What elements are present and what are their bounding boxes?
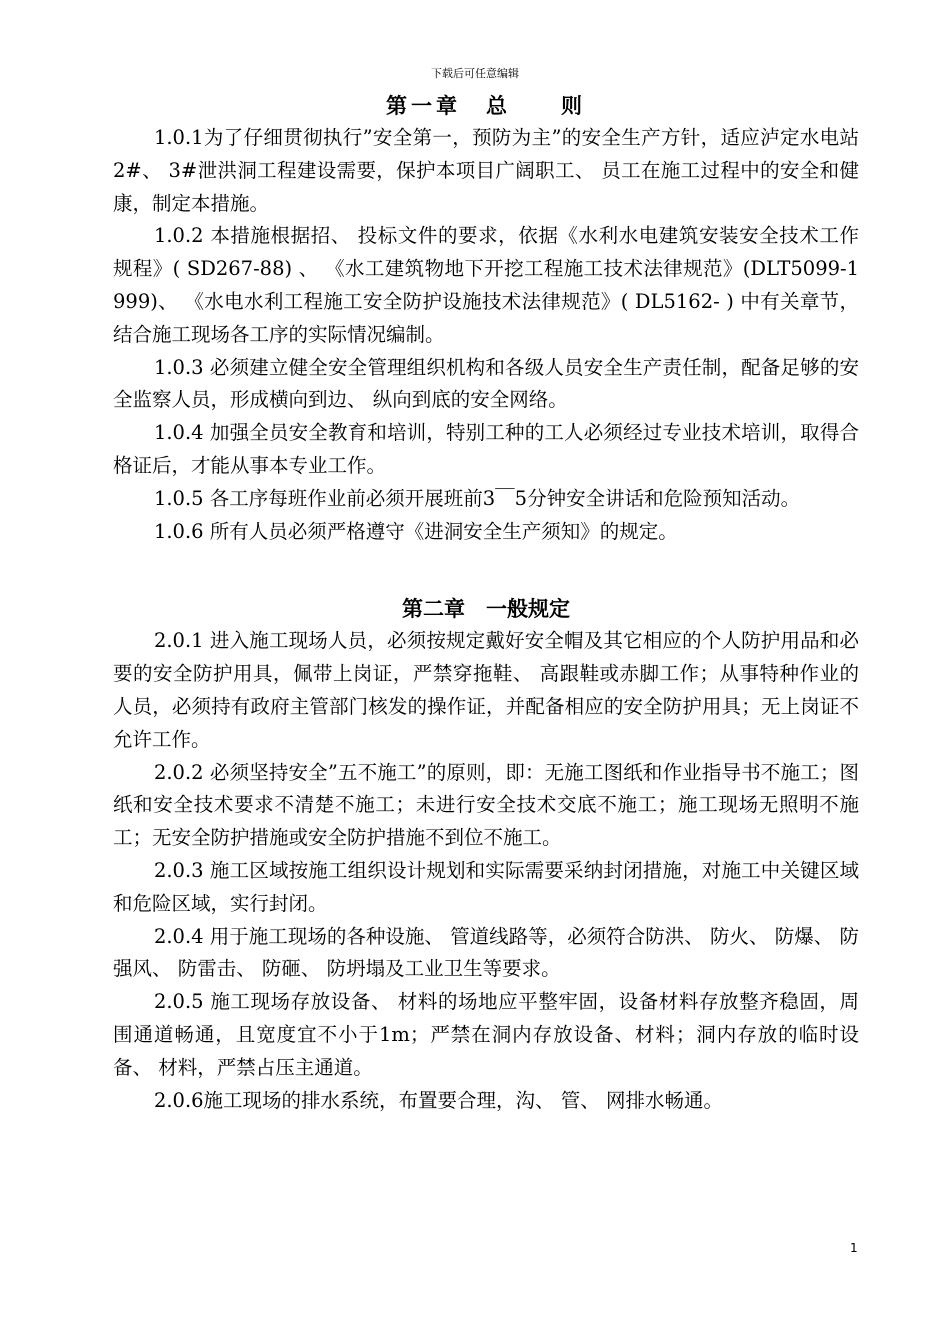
header-note: 下载后可任意编辑: [431, 67, 519, 80]
paragraph-1-0-5: 1.0.5 各工序每班作业前必须开展班前3￣5分钟安全讲话和危险预知活动。: [153, 486, 801, 510]
paragraph-2-0-1: 2.0.1 进入施工现场人员，必须按规定戴好安全帽及其它相应的个人防护用品和必要的安全防护用具，佩带上岗证，严禁穿拖鞋、 高跟鞋或赤脚工作；从事特种作业的人员，必须持有政府主管部门核发的操作证，并配备相应的安全防护用具；无上岗证不允许工作。: [113, 629, 859, 751]
paragraph-2-0-4: 2.0.4 用于施工现场的各种设施、 管道线路等，必须符合防洪、 防火、 防爆、 防强风、 防雷击、 防砸、 防坍塌及工业卫生等要求。: [113, 924, 859, 981]
paragraph-1-0-6: 1.0.6 所有人员必须严格遵守《进洞安全生产须知》的规定。: [153, 519, 678, 543]
paragraph-2-0-3: 2.0.3 施工区域按施工组织设计规划和实际需要采纳封闭措施，对施工中关键区域和危险区域，实行封闭。: [113, 858, 859, 915]
paragraph-2-0-5: 2.0.5 施工现场存放设备、 材料的场地应平整牢固，设备材料存放整齐稳固，周围通道畅通，且宽度宜不小于1m；严禁在洞内存放设备、材料；洞内存放的临时设备、 材料，严禁占压主通道。: [113, 990, 859, 1079]
paragraph-2-0-2: 2.0.2 必须坚持安全”五不施工”的原则，即：无施工图纸和作业指导书不施工；图纸和安全技术要求不清楚不施工；未进行安全技术交底不施工；施工现场无照明不施工；无安全防护措施或安全防护措施不到位不施工。: [113, 760, 859, 850]
document-body: [113, 90, 859, 1117]
chapter-1-title: 第一章 总 则: [386, 94, 586, 118]
paragraph-2-0-6: 2.0.6施工现场的排水系统，布置要合理，沟、 管、 网排水畅通。: [153, 1088, 723, 1112]
chapter-2-title: 第二章 一般规定: [402, 597, 570, 622]
paragraph-1-0-1: 1.0.1为了仔细贯彻执行”安全第一，预防为主”的安全生产方针，适应泸定水电站2#、 3#泄洪洞工程建设需要，保护本项目广阔职工、 员工在施工过程中的安全和健康，制定本措施。: [113, 126, 859, 215]
paragraph-1-0-3: 1.0.3 必须建立健全安全管理组织机构和各级人员安全生产责任制，配备足够的安全监察人员，形成横向到边、 纵向到底的安全网络。: [113, 355, 859, 412]
paragraph-1-0-4: 1.0.4 加强全员安全教育和培训，特别工种的工人必须经过专业技术培训，取得合格证后，才能从事本专业工作。: [113, 421, 859, 477]
paragraph-1-0-2: 1.0.2 本措施根据招、 投标文件的要求，依据《水利水电建筑安装安全技术工作规程》( SD267-88) 、 《水工建筑物地下开挖工程施工技术法律规范》(DLT5099-1999)、 《水电水利工程施工安全防护设施技术法律规范》( DL5162- ) 中有关章节，结合施工现场各工序的实际情况编制。: [113, 224, 859, 346]
page-number: 1: [850, 1241, 858, 1255]
